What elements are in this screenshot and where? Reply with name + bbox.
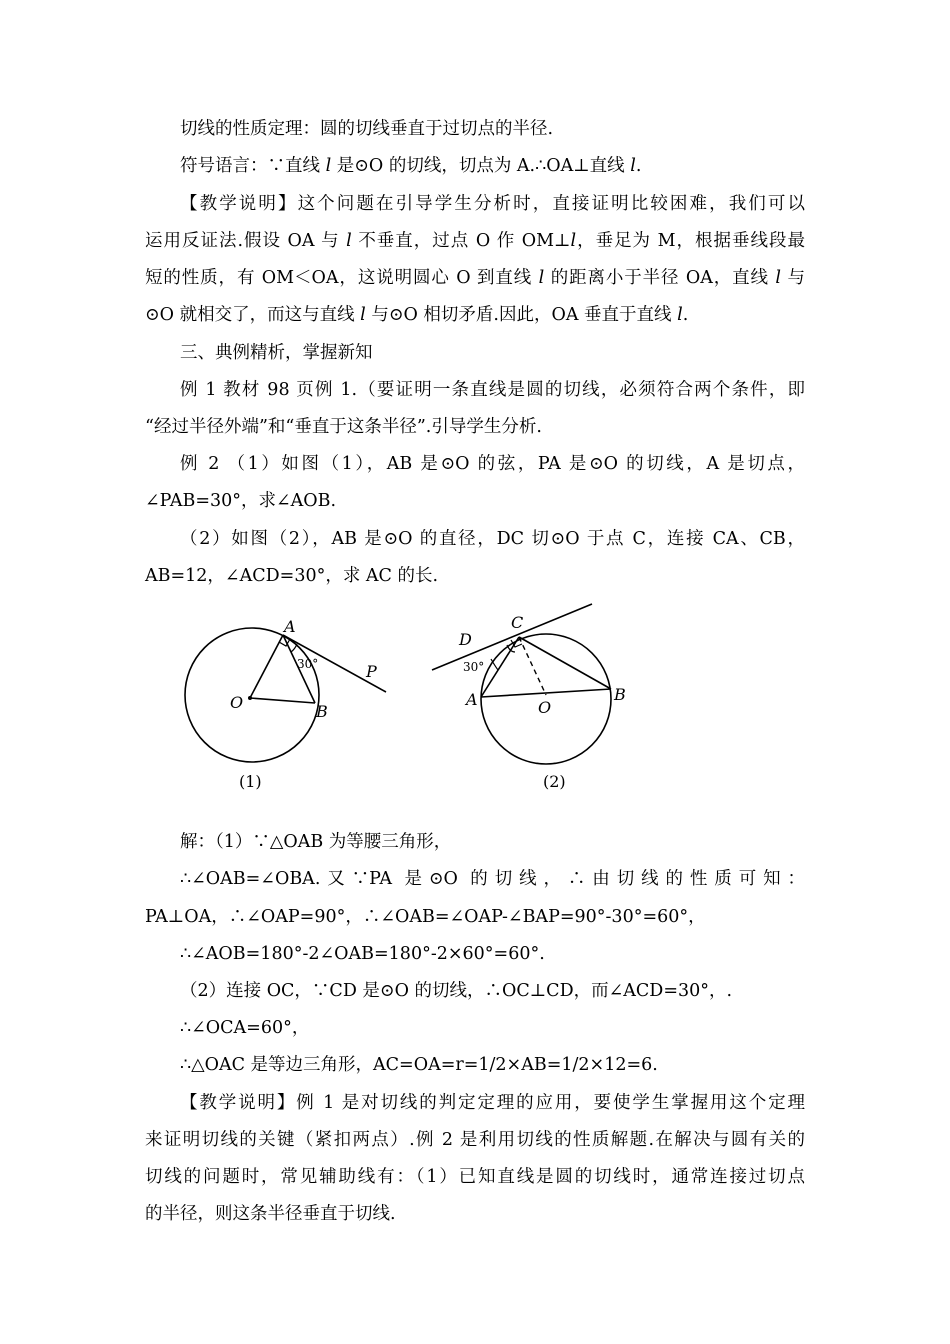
text-line: （2）连接 OC，∵CD 是⊙O 的切线，∴OC⊥CD，而∠ACD=30°，. <box>180 981 733 1001</box>
figure-1 <box>170 605 400 805</box>
label-p: P <box>366 662 377 681</box>
angle-arc <box>291 644 297 652</box>
text-line: ∠PAB=30°，求∠AOB. <box>145 491 337 511</box>
label-angle-30: 30° <box>463 660 485 674</box>
label-o: O <box>230 693 244 712</box>
text-line: 切线的问题时，常见辅助线有：（1）已知直线是圆的切线时，通常连接过切点 <box>145 1167 805 1187</box>
label-d: D <box>459 630 472 649</box>
label-a: A <box>284 617 296 636</box>
segment-oa <box>250 635 283 698</box>
text-line: 短的性质，有 OM＜OA，这说明圆心 O 到直线 l 的距离小于半径 OA，直线 l 与 <box>145 268 805 288</box>
text-line: 【教学说明】这个问题在引导学生分析时，直接证明比较困难，我们可以 <box>180 194 805 214</box>
text-line: 来证明切线的关键（紧扣两点）.例 2 是利用切线的性质解题.在解决与圆有关的 <box>145 1130 805 1150</box>
text-line: （2）如图（2），AB 是⊙O 的直径，DC 切⊙O 于点 C，连接 CA、CB， <box>180 529 805 549</box>
label-b: B <box>614 685 626 704</box>
text-line: 【教学说明】例 1 是对切线的判定定理的应用，要使学生掌握用这个定理 <box>180 1093 805 1113</box>
text-line: 符号语言：∵直线 l 是⊙O 的切线，切点为 A.∴OA⊥直线 l. <box>180 156 642 176</box>
text-line: ∴△OAC 是等边三角形，AC=OA=r=1/2×AB=1/2×12=6. <box>180 1055 658 1075</box>
text-line: “经过半径外端”和“垂直于这条半径”.引导学生分析. <box>145 417 542 437</box>
text-line: 的半径，则这条半径垂直于切线. <box>145 1204 396 1224</box>
text-line: ∴∠OAB=∠OBA.又∵PA 是⊙O 的切线，∴由切线的性质可知： <box>180 869 805 889</box>
chord-cb <box>519 637 611 689</box>
label-o: O <box>538 698 552 717</box>
label-a: A <box>466 690 478 709</box>
text-line: 切线的性质定理：圆的切线垂直于过切点的半径. <box>180 119 554 139</box>
label-b: B <box>316 702 328 721</box>
chord-ca <box>481 637 519 697</box>
text-line: PA⊥OA，∴∠OAP=90°，∴∠OAB=∠OAP-∠BAP=90°-30°=60°， <box>145 907 706 927</box>
text-line: ⊙O 就相交了，而这与直线 l 与⊙O 相切矛盾.因此，OA 垂直于直线 l. <box>145 305 689 325</box>
section-heading: 三、典例精析，掌握新知 <box>180 343 373 363</box>
label-angle-30: 30° <box>297 657 319 671</box>
text-line: ∴∠OCA=60°， <box>180 1018 310 1038</box>
caption-2: (2) <box>543 772 566 791</box>
diameter-ab <box>481 689 611 697</box>
text-line: 解：（1）∵△OAB 为等腰三角形， <box>180 832 452 852</box>
text-line: AB=12，∠ACD=30°，求 AC 的长. <box>145 566 439 586</box>
figure-2 <box>425 595 655 805</box>
label-c: C <box>511 613 524 632</box>
text-line: 例 1 教材 98 页例 1.（要证明一条直线是圆的切线，必须符合两个条件，即 <box>180 380 805 400</box>
segment-ob <box>250 698 315 703</box>
point-o <box>248 696 252 700</box>
segment-oc-dashed <box>519 637 546 695</box>
text-line: ∴∠AOB=180°-2∠OAB=180°-2×60°=60°. <box>180 944 545 964</box>
caption-1: (1) <box>239 772 262 791</box>
text-line: 例 2 （1）如图（1），AB 是⊙O 的弦，PA 是⊙O 的切线，A 是切点， <box>180 454 805 474</box>
text-line: 运用反证法.假设 OA 与 l 不垂直，过点 O 作 OM⊥l，垂足为 M，根据垂线段最 <box>145 231 805 251</box>
